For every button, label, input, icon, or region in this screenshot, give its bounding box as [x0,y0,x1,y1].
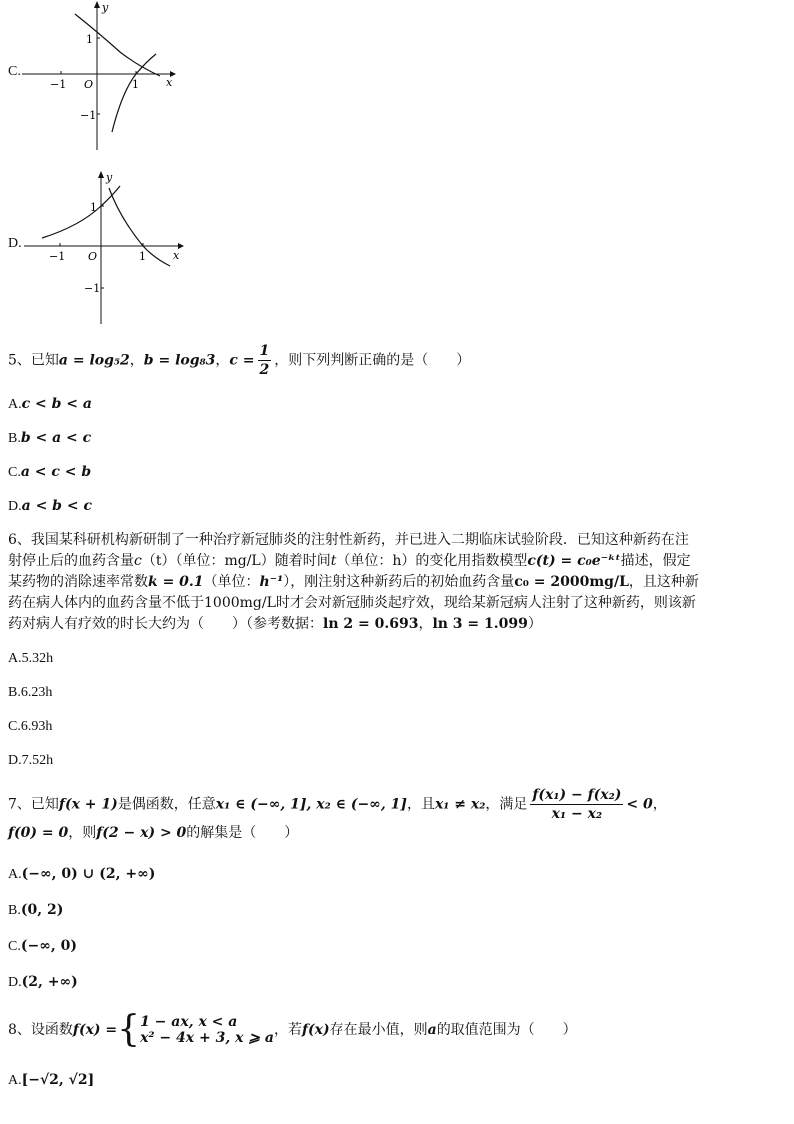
graph-c [20,0,190,152]
q7-expr: f(2 − x) > 0 [96,825,187,841]
q5-option-c[interactable] [8,464,91,481]
option-text: 6.93h [20,719,53,734]
q5-option-a[interactable] [8,396,92,413]
q7-numerator: f(x₁) − f(x₂) [532,787,622,803]
q6-text: 药对病人有疗效的时长大约为（ ）（参考数据： [8,616,323,632]
graph-c-log-curve [112,54,156,132]
option-text: (−∞, 0) ∪ (2, +∞) [21,866,156,882]
graph-d-y-label: y [106,171,113,184]
q6-line-5 [8,614,699,635]
q5-option-b[interactable] [8,430,91,447]
q5-sep: ， [129,352,144,369]
graph-c-x-label: x [166,76,173,89]
option-text: [−√2, √2] [21,1072,95,1088]
option-text: (−∞, 0) [20,938,77,954]
q6-option-d[interactable] [8,753,53,769]
option-label: C. [8,719,21,734]
graph-c-label: C. [8,64,21,79]
option-text: c < b < a [21,396,92,412]
graph-d-tick-x-neg1: −1 [49,250,66,263]
q7-expr: x₁ ≠ x₂ [434,796,486,813]
q8-case-2: x² − 4x + 3, x ⩾ a [140,1030,274,1046]
q5-suffix: ，则下列判断正确的是（ ） [274,352,471,369]
q7-text: 的解集是（ ） [186,825,299,841]
graph-c-tick-x-neg1: −1 [50,78,67,91]
q6-line-4: 药在病人体内的血药含量不低于1000mg/L时才会对新冠肺炎起疗效，现给某新冠病人注射了这种新药，则该新 [8,595,696,611]
graph-d-tick-y-1: 1 [90,201,97,214]
option-label: C. [8,939,21,954]
option-text: (0, 2) [20,902,64,918]
graph-d-origin: O [88,250,98,263]
q5-c-den: 2 [259,362,270,378]
q6-text: （单位： [203,574,260,590]
q8-expr: f(x) = [72,1022,118,1038]
question-5 [8,342,470,379]
q7-denominator: x₁ − x₂ [551,806,603,822]
option-label: D. [8,499,22,514]
graph-c-y-arrow [94,1,100,8]
q6-line-2 [8,551,699,572]
q7-option-a[interactable] [8,866,155,883]
q7-text: ， [652,796,667,813]
option-label: A. [8,651,22,666]
q6-text: （t）（单位：mg/L）随着时间 [141,553,331,569]
q7-option-d[interactable] [8,974,78,991]
option-text: a < c < b [20,464,92,480]
q5-sep: ， [215,352,230,369]
graph-d-y-arrow [98,171,104,178]
option-label: B. [8,903,21,918]
q6-text: ， [418,616,433,632]
graph-d-tick-x-1: 1 [139,250,146,263]
q5-a-def: a = log₅2 [58,352,130,369]
q7-expr: f(0) = 0 [8,825,69,841]
q7-option-b[interactable] [8,902,63,919]
q8-text: ，若 [273,1022,302,1038]
graph-c-tick-y-neg1: −1 [80,109,97,122]
q6-text: 描述，假定 [620,553,691,569]
q7-text: ，且 [406,796,435,813]
graph-d-increasing-curve [42,186,120,238]
q7-text: 7、已知 [8,796,59,813]
q7-text: ，则 [68,825,97,841]
q6-text: ），刚注射这种新药后的初始血药含量 [283,574,515,590]
q8-cases [140,1014,274,1046]
option-label: B. [8,431,21,446]
q8-case-1: 1 − ax, x < a [140,1014,238,1030]
q6-line-1: 6、我国某科研机构新研制了一种治疗新冠肺炎的注射性新药，并已进入二期临床试验阶段．已知这种新药在注 [8,532,689,548]
option-text: b < a < c [20,430,92,446]
q6-option-c[interactable] [8,719,52,735]
option-label: D. [8,975,22,990]
option-label: A. [8,1073,22,1088]
q7-text: ，满足 [485,796,528,813]
option-label: B. [8,685,21,700]
q5-b-def: b = log₈3 [143,352,216,369]
q7-expr: < 0 [626,796,653,813]
q6-text: 某药物的消除速率常数 [8,574,148,590]
q5-c-num: 1 [259,343,270,359]
option-label: C. [8,465,21,480]
option-text: 5.32h [21,651,54,666]
q7-expr: x₁ ∈ (−∞, 1], x₂ ∈ (−∞, 1] [215,796,407,813]
q8-expr: f(x) [301,1022,330,1038]
q5-c-lhs: c = [229,352,255,369]
question-7 [8,786,788,844]
q6-text: （单位：h）的变化用指数模型 [336,553,528,569]
option-label: D. [8,753,22,768]
q7-text: 是偶函数，任意 [117,796,216,813]
q6-option-b[interactable] [8,685,52,701]
q6-text: ） [527,616,542,632]
option-text: a < b < c [21,498,92,514]
option-text: 6.23h [20,685,53,700]
q6-var-c: c [134,553,142,569]
q5-option-d[interactable] [8,498,92,515]
q8-text: 的取值范围为（ ） [436,1022,577,1038]
q8-brace: { [117,1009,141,1050]
graph-c-tick-y-1: 1 [86,33,93,46]
q6-line-3 [8,572,699,593]
q6-c0: c₀ = 2000mg/L [514,574,629,590]
q7-fraction [530,786,623,823]
q6-model: c(t) = c₀e⁻ᵏᵗ [527,553,621,569]
graph-c-origin: O [84,78,94,91]
option-label: A. [8,867,22,882]
q7-line-2 [8,823,788,844]
option-text: (2, +∞) [21,974,78,990]
q6-ln2: ln 2 = 0.693 [323,616,419,632]
q8-expr: a [427,1022,437,1038]
graph-c-tick-x-1: 1 [132,78,139,91]
q6-k: k = 0.1 [148,574,204,590]
graph-d [20,168,200,328]
q8-option-a[interactable] [8,1072,94,1089]
q7-line-1 [8,786,788,823]
q6-option-a[interactable] [8,651,53,667]
q7-option-c[interactable] [8,938,77,955]
question-6 [8,530,699,635]
graph-d-x-label: x [173,249,180,262]
q6-text: ，且这种新 [628,574,699,590]
q6-unit: h⁻¹ [259,574,284,590]
q6-text: 射停止后的血药含量 [8,553,134,569]
option-text: 7.52h [21,753,54,768]
q6-var-t: t [330,553,337,569]
graph-d-tick-y-neg1: −1 [84,282,101,295]
graph-c-y-label: y [102,1,109,14]
graph-d-label: D. [8,236,22,251]
option-label: A. [8,397,22,412]
q8-text: 存在最小值，则 [329,1022,428,1038]
q7-expr: f(x + 1) [58,796,118,813]
q8-text: 8、设函数 [8,1022,73,1038]
q5-c-fraction [258,342,272,379]
q5-prefix: 5、已知 [8,352,59,369]
question-8 [8,1009,577,1050]
q6-ln3: ln 3 = 1.099 [432,616,528,632]
